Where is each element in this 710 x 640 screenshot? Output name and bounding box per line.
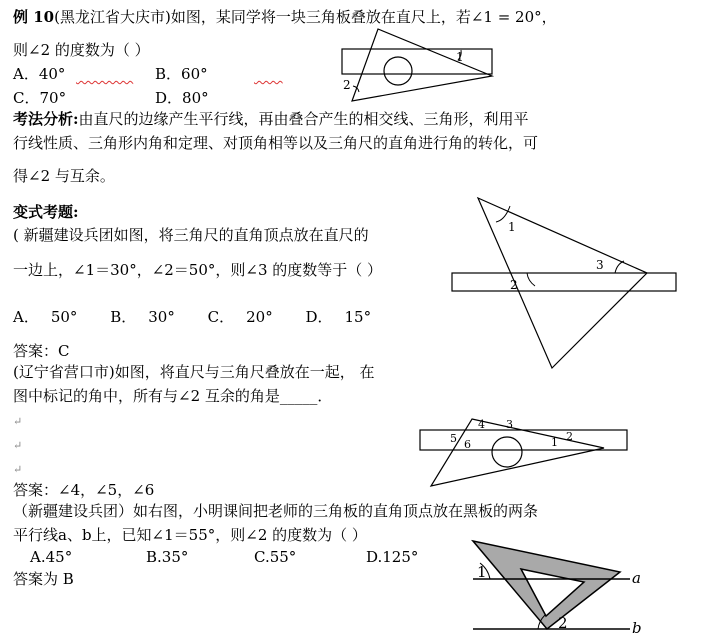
q3-answer: 答案为 B [13,570,74,588]
option-c: C．70° [13,89,67,107]
q2-line1: (辽宁省营口市)如图，将直尺与三角尺叠放在一起， 在 [13,363,375,381]
q2-line2: 图中标记的角中，所有与∠2 互余的角是_____． [13,387,333,405]
q3-option-a: A.45° [30,548,73,566]
fig-q3-angle-2: 2 [558,614,568,632]
example-label: 例 10 [13,8,55,26]
analysis-line3: 得∠2 与互余。 [13,167,115,185]
analysis-label: 考法分析: [13,110,79,128]
fig-q2-angle-1: 1 [551,436,558,449]
fig-q2-angle-4: 4 [478,418,485,431]
q1-line2: 一边上，∠1＝30°，∠2＝50°，则∠3 的度数等于（ ） [13,261,383,279]
fig-angle-1: 1 [456,50,464,64]
paragraph-mark: ↵ [13,439,23,452]
fig-angle-2: 2 [343,78,351,92]
example-10-line2: 则∠2 的度数为（ ） [13,41,150,59]
fig-q1-angle-3: 3 [596,258,604,272]
variant-title: 变式考题: [13,203,79,221]
analysis-line2: 行线性质、三角形内角和定理、对顶角相等以及三角尺的直角进行角的转化，可 [13,134,539,152]
fig-q3-angle-1: 1 [477,563,487,581]
fig-q3-line-b: b [632,619,642,637]
q2-answer: 答案：∠4，∠5，∠6 [13,481,155,499]
q1-line1: ( 新疆建设兵团如图，将三角尺的直角顶点放在直尺的 [13,226,369,244]
option-d: D．80° [155,89,209,107]
analysis-line1: 考法分析:由直尺的边缘产生平行线，再由叠合产生的相交线、三角形，利用平 [13,110,529,128]
option-a: A．40° [13,65,66,83]
fig-q2-angle-5: 5 [450,432,457,445]
option-b: B．60° [155,65,208,83]
q3-line2: 平行线a、b上，已知∠1＝55°，则∠2 的度数为（ ） [13,526,367,544]
q3-line1: （新疆建设兵团）如右图，小明课间把老师的三角板的直角顶点放在黑板的两条 [13,502,539,520]
q1-options: A． 50° B． 30° C． 20° D． 15° [13,308,372,326]
fig-q2-angle-2: 2 [566,430,573,443]
q3-option-b: B.35° [146,548,189,566]
q1-answer: 答案：C [13,342,70,360]
q3-option-d: D.125° [366,548,419,566]
fig-q1-angle-1: 1 [508,220,516,234]
paragraph-mark: ↵ [13,415,23,428]
q3-option-c: C.55° [254,548,297,566]
fig-q3-line-a: a [632,569,641,587]
paragraph-mark: ↵ [13,463,23,476]
fig-q2-angle-3: 3 [506,418,513,431]
fig-q2-angle-6: 6 [464,438,471,451]
fig-q1-angle-2: 2 [510,278,518,292]
example-text: (黑龙江省大庆市)如图，某同学将一块三角板叠放在直尺上，若∠1 = 20°， [54,8,557,26]
